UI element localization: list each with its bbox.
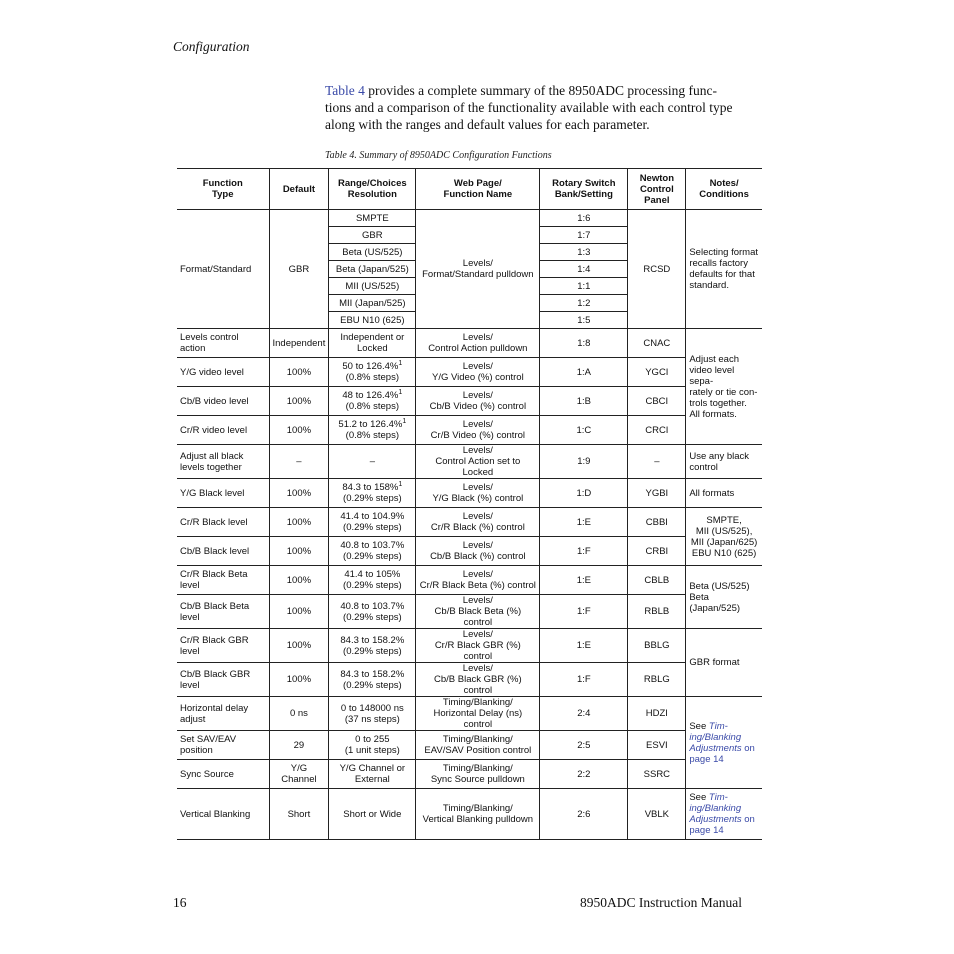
table-row: GBR 1:7 (177, 227, 762, 244)
video-notes: Adjust each video level sepa- rately or tie con- trols together. All formats. (686, 329, 762, 445)
page-14-link[interactable]: page 14 (689, 825, 724, 836)
table-row: Levels control action Independent Independent or Locked Levels/ Control Action pulldown 1:8 CNAC Adjust each video level sepa- rately or tie con- trols together. All formats. (177, 329, 762, 358)
table-row: Vertical Blanking Short Short or Wide Timing/Blanking/ Vertical Blanking pulldown 2:6 VBLK See Tim- ing/Blanking Adjustments on page 14 (177, 789, 762, 840)
table-row: EBU N10 (625) 1:5 (177, 312, 762, 329)
table-row: Beta (US/525) 1:3 (177, 244, 762, 261)
format-notes: Selecting format recalls factory defaults for that standard. (686, 210, 762, 329)
table-row: Cr/R Black GBR level 100% 84.3 to 158.2% (0.29% steps) Levels/ Cr/R Black GBR (%) control 1:E BBLG GBR format (177, 629, 762, 663)
format-web: Levels/ Format/Standard pulldown (416, 210, 540, 329)
beta-notes: Beta (US/525) Beta (Japan/525) (686, 566, 762, 629)
header-function-type: Function Type (177, 169, 269, 210)
table-row: Cr/R video level 100% 51.2 to 126.4%$^1$ (0.8% steps) Levels/ Cr/B Video (%) control 1:C CRCI (177, 416, 762, 445)
table-row: Set SAV/EAV position 29 0 to 255 (1 unit steps) Timing/Blanking/ EAV/SAV Position control 2:5 ESVI (177, 731, 762, 760)
table-row: MII (Japan/525) 1:2 (177, 295, 762, 312)
table-row: Beta (Japan/525) 1:4 (177, 261, 762, 278)
table-row: Y/G Black level 100% 84.3 to 158%$^1$ (0.29% steps) Levels/ Y/G Black (%) control 1:D YGBI All formats (177, 479, 762, 508)
intro-paragraph: Table 4 provides a complete summary of the 8950ADC processing func- tions and a comparison of the functionality available with each control type along with the ranges and default values for each parameter. (325, 83, 733, 132)
manual-title: 8950ADC Instruction Manual (580, 895, 742, 910)
timing-blanking-link[interactable]: Tim- ing/Blanking Adjustments (689, 720, 742, 754)
timing-notes: See Tim- ing/Blanking Adjustments on page 14 (686, 697, 762, 789)
page-number: 16 (173, 895, 187, 910)
header-newton: Newton Control Panel (628, 169, 686, 210)
table-row: Horizontal delay adjust 0 ns 0 to 148000 ns (37 ns steps) Timing/Blanking/ Horizontal Delay (ns) control 2:4 HDZI See Tim- ing/Blanking Adjustments on page 14 (177, 697, 762, 731)
table-row: Cb/B Black Beta level 100% 40.8 to 103.7% (0.29% steps) Levels/ Cb/B Black Beta (%) control 1:F RBLB (177, 595, 762, 629)
format-function: Format/Standard (177, 210, 269, 329)
summary-table (177, 168, 762, 840)
header-rotary: Rotary Switch Bank/Setting (540, 169, 628, 210)
table-caption: Table 4. Summary of 8950ADC Configuration Functions (325, 150, 552, 161)
table-row: Cb/B Black GBR level 100% 84.3 to 158.2% (0.29% steps) Levels/ Cb/B Black GBR (%) control 1:F RBLG (177, 663, 762, 697)
header-notes: Notes/ Conditions (686, 169, 762, 210)
table-header-row (177, 169, 762, 210)
timing-blanking-link[interactable]: Tim- ing/Blanking Adjustments (689, 792, 742, 825)
header-default: Default (269, 169, 329, 210)
section-header: Configuration (173, 39, 250, 54)
table-row: Sync Source Y/G Channel Y/G Channel or External Timing/Blanking/ Sync Source pulldown 2:2 SSRC (177, 760, 762, 789)
table-row: Cr/R Black Beta level 100% 41.4 to 105% (0.29% steps) Levels/ Cr/R Black Beta (%) control 1:E CBLB Beta (US/525) Beta (Japan/525) (177, 566, 762, 595)
table-row: Format/Standard GBR SMPTE Levels/ Format/Standard pulldown 1:6 RCSD Selecting format recalls factory defaults for that standard. (177, 210, 762, 227)
table-row: Cb/B Black level 100% 40.8 to 103.7% (0.29% steps) Levels/ Cb/B Black (%) control 1:F CRBI (177, 537, 762, 566)
format-newton: RCSD (628, 210, 686, 329)
table-4-link[interactable]: Table 4 (325, 83, 365, 98)
header-web-page: Web Page/ Function Name (416, 169, 540, 210)
table-row: Y/G video level 100% 50 to 126.4%$^1$ (0.8% steps) Levels/ Y/G Video (%) control 1:A YGCI (177, 358, 762, 387)
table-row: Adjust all black levels together – – Levels/ Control Action set to Locked 1:9 – Use any black control (177, 445, 762, 479)
header-range: Range/Choices Resolution (329, 169, 416, 210)
table-row: Cr/R Black level 100% 41.4 to 104.9% (0.29% steps) Levels/ Cr/R Black (%) control 1:E CBBI SMPTE, MII (US/525), MII (Japan/625) EBU N10 (625) (177, 508, 762, 537)
format-default: GBR (269, 210, 329, 329)
page-14-link[interactable]: page 14 (689, 753, 724, 765)
black-notes: SMPTE, MII (US/525), MII (Japan/625) EBU N10 (625) (686, 508, 762, 566)
table-row: Cb/B video level 100% 48 to 126.4%$^1$ (0.8% steps) Levels/ Cb/B Video (%) control 1:B CBCI (177, 387, 762, 416)
table-row: MII (US/525) 1:1 (177, 278, 762, 295)
gbr-notes: GBR format (686, 629, 762, 697)
vblank-notes: See Tim- ing/Blanking Adjustments on page 14 (686, 789, 762, 840)
